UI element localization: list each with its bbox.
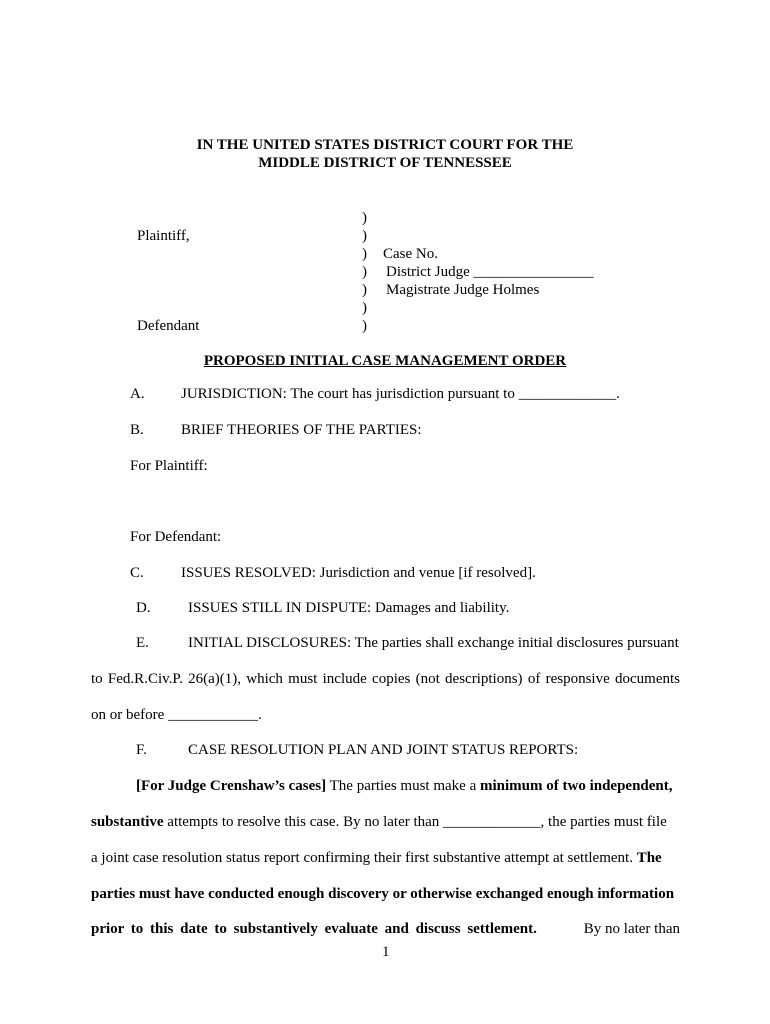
section-e-line3: on or before ____________. — [91, 707, 262, 723]
for-defendant-label: For Defendant: — [130, 529, 222, 545]
section-f-p2-text2: , the parties must file — [540, 814, 667, 830]
section-f-letter: F. — [136, 742, 147, 758]
section-f-para-line5 — [91, 921, 680, 938]
section-b-letter: B. — [130, 422, 144, 438]
minimum-attempts-text: minimum of two independent, — [480, 778, 673, 794]
section-f-text: CASE RESOLUTION PLAN AND JOINT STATUS REPORTS: — [188, 742, 579, 758]
for-plaintiff-label: For Plaintiff: — [130, 458, 208, 474]
section-e-line2: to Fed.R.Civ.P. 26(a)(1), which must include copies (not descriptions) of responsive documents — [91, 671, 680, 687]
caption-paren: ) — [362, 264, 367, 280]
section-a-text: JURISDICTION: The court has jurisdiction pursuant to _____________. — [181, 386, 620, 402]
caption-paren: ) — [362, 210, 367, 226]
section-f-p3-bold: The — [636, 850, 662, 866]
section-a-letter: A. — [130, 386, 145, 402]
district-judge-blank: ________________ — [473, 264, 594, 280]
substantive-text: substantive — [91, 814, 164, 830]
magistrate-judge-label: Magistrate Judge Holmes — [386, 282, 540, 298]
district-judge-text: District Judge — [386, 264, 470, 280]
section-f-para-line3 — [91, 850, 662, 867]
district-judge-label — [386, 264, 594, 281]
section-d-letter: D. — [136, 600, 151, 616]
section-f-p2-blank: _____________ — [443, 814, 541, 830]
court-heading-line1: IN THE UNITED STATES DISTRICT COURT FOR THE — [196, 137, 574, 153]
page-number: 1 — [382, 944, 390, 960]
section-f-para-line1 — [136, 778, 673, 795]
section-b-text: BRIEF THEORIES OF THE PARTIES: — [181, 422, 422, 438]
case-number-label: Case No. — [383, 246, 438, 262]
defendant-label: Defendant — [137, 318, 200, 334]
section-f-p5-text: By no later than — [583, 921, 680, 937]
court-heading-line2: MIDDLE DISTRICT OF TENNESSEE — [258, 155, 512, 171]
section-f-para-line4: parties must have conducted enough discovery or otherwise exchanged enough information — [91, 886, 675, 902]
caption-paren: ) — [362, 282, 367, 298]
section-c-letter: C. — [130, 565, 144, 581]
caption-paren: ) — [362, 318, 367, 334]
section-e-letter: E. — [136, 635, 149, 651]
section-f-p1-text: The parties must make a — [326, 778, 480, 794]
judge-crenshaw-cases: [For Judge Crenshaw’s cases] — [136, 778, 327, 794]
section-d-text: ISSUES STILL IN DISPUTE: Damages and liability. — [188, 600, 510, 616]
section-f-p5-bold: prior to this date to substantively evaluate and discuss settlement. — [91, 921, 537, 937]
caption-paren: ) — [362, 246, 367, 262]
section-e-text: INITIAL DISCLOSURES: The parties shall exchange initial disclosures pursuant — [188, 635, 679, 651]
section-f-para-line2 — [91, 814, 667, 831]
section-f-p2-text1: attempts to resolve this case. By no later than — [163, 814, 444, 830]
plaintiff-label: Plaintiff, — [137, 228, 190, 244]
caption-paren: ) — [362, 300, 367, 316]
order-title: PROPOSED INITIAL CASE MANAGEMENT ORDER — [203, 353, 567, 369]
section-c-text: ISSUES RESOLVED: Jurisdiction and venue [if resolved]. — [181, 565, 536, 581]
caption-paren: ) — [362, 228, 367, 244]
section-f-p3-text: a joint case resolution status report confirming their first substantive attempt at settlement. — [91, 850, 637, 866]
